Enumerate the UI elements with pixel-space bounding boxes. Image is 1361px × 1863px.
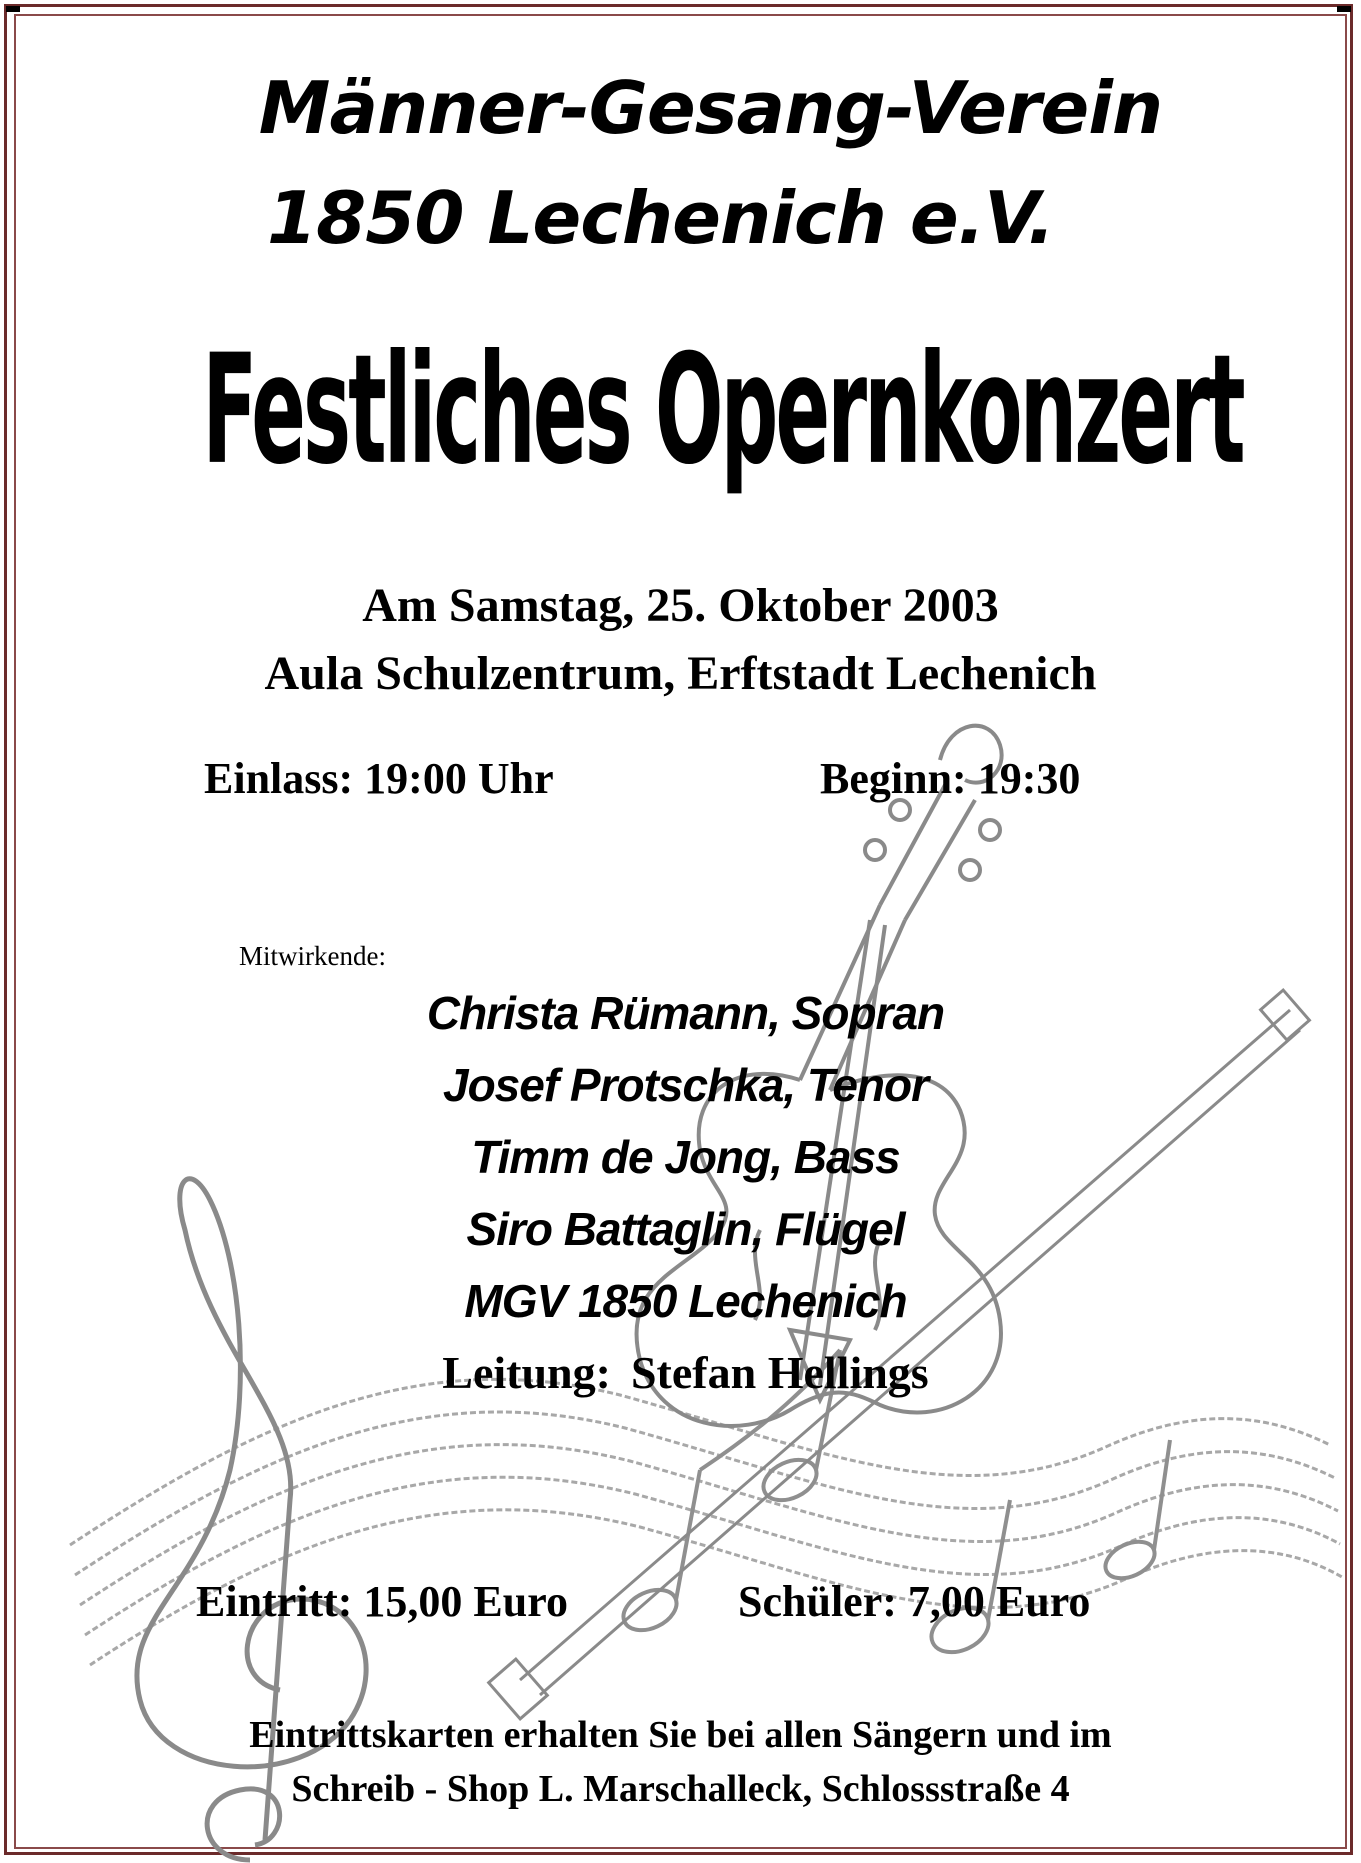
performer-item: Siro Battaglin, Flügel <box>466 1203 905 1255</box>
organization-name-line2: 1850 Lechenich e.V. <box>267 176 1054 260</box>
conductor-line <box>5 1347 1361 1398</box>
conductor-label: Leitung: <box>442 1347 611 1398</box>
performer-item: Timm de Jong, Bass <box>471 1131 900 1183</box>
ticket-info-line2: Schreib - Shop L. Marschalleck, Schlossstraße 4 <box>291 1768 1070 1810</box>
ticket-info-line1: Eintrittskarten erhalten Sie bei allen Sängern und im <box>249 1714 1112 1756</box>
page-border-inner <box>14 14 1347 1849</box>
performer-item: Christa Rümann, Sopran <box>426 987 945 1039</box>
performer-item: Josef Protschka, Tenor <box>442 1059 928 1111</box>
event-date: Am Samstag, 25. Oktober 2003 <box>362 579 999 632</box>
headline <box>0 322 1361 545</box>
price-students: Schüler: 7,00 Euro <box>738 1577 1091 1626</box>
performer-item: MGV 1850 Lechenich <box>464 1275 907 1327</box>
organization-name-line1: Männer-Gesang-Verein <box>258 66 1163 150</box>
corner-mark-right <box>1337 6 1351 12</box>
conductor-name: Stefan Hellings <box>630 1347 929 1398</box>
event-venue: Aula Schulzentrum, Erftstadt Lechenich <box>264 647 1097 700</box>
start-time: Beginn: 19:30 <box>820 754 1081 803</box>
corner-mark-left <box>6 6 20 12</box>
headline-text: Festliches Opernkonzert <box>202 322 1243 499</box>
price-admission: Eintritt: 15,00 Euro <box>196 1577 568 1626</box>
performers-label: Mitwirkende: <box>239 941 386 971</box>
admission-time: Einlass: 19:00 Uhr <box>204 754 554 803</box>
